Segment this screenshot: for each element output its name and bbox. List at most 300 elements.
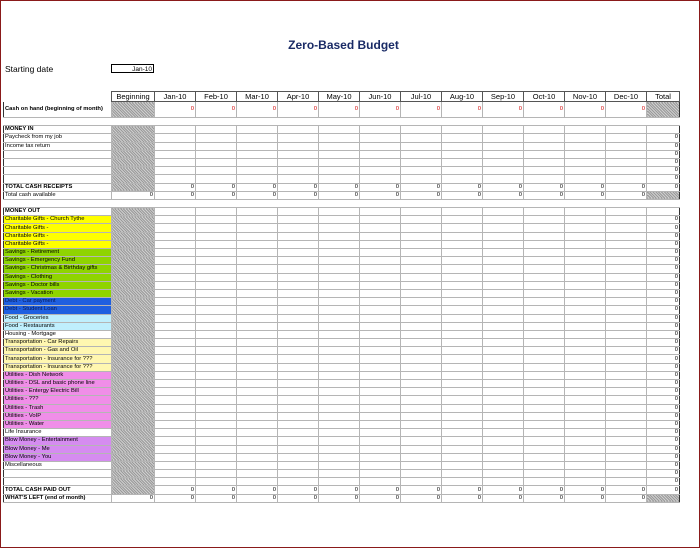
month-cell[interactable] [606,347,647,355]
month-cell[interactable] [237,265,278,273]
month-cell[interactable] [319,322,360,330]
month-cell[interactable] [483,208,524,216]
month-cell[interactable]: 0 [196,494,237,502]
row-label[interactable]: Savings - Clothing [4,273,112,281]
month-cell[interactable] [565,355,606,363]
month-cell[interactable] [565,118,606,126]
month-cell[interactable] [360,461,401,469]
month-cell[interactable] [155,281,196,289]
month-cell[interactable] [237,208,278,216]
month-cell[interactable] [196,437,237,445]
starting-date-field[interactable]: Jan-10 [111,64,154,73]
month-cell[interactable] [606,453,647,461]
month-cell[interactable]: 0 [196,486,237,494]
month-cell[interactable] [483,396,524,404]
beginning-cell[interactable] [112,429,155,437]
month-cell[interactable] [565,339,606,347]
row-label[interactable]: Cash on hand (beginning of month) [4,102,112,118]
month-cell[interactable] [155,118,196,126]
month-cell[interactable] [442,420,483,428]
month-cell[interactable] [196,314,237,322]
month-cell[interactable] [483,232,524,240]
month-cell[interactable] [360,478,401,486]
month-cell[interactable] [237,461,278,469]
month-cell[interactable]: 0 [155,494,196,502]
row-label[interactable]: Utilities - DSL and basic phone line [4,380,112,388]
month-cell[interactable] [319,150,360,158]
row-label[interactable]: Charitable Gifts - [4,224,112,232]
month-cell[interactable] [401,339,442,347]
month-cell[interactable] [483,265,524,273]
month-cell[interactable]: 0 [360,183,401,191]
total-cell[interactable]: 0 [647,347,680,355]
row-label[interactable]: Charitable Gifts - Church Tythe [4,216,112,224]
month-cell[interactable] [278,281,319,289]
month-cell[interactable] [237,347,278,355]
month-cell[interactable]: 0 [319,191,360,199]
total-cell[interactable]: 0 [647,478,680,486]
month-cell[interactable] [237,126,278,134]
month-cell[interactable] [442,461,483,469]
month-cell[interactable] [483,240,524,248]
month-cell[interactable]: 0 [278,183,319,191]
month-cell[interactable]: 0 [155,191,196,199]
month-cell[interactable] [360,281,401,289]
month-cell[interactable] [606,420,647,428]
month-cell[interactable] [278,363,319,371]
month-cell[interactable] [401,208,442,216]
month-cell[interactable]: 0 [237,486,278,494]
row-label[interactable]: Food - Groceries [4,314,112,322]
month-cell[interactable] [606,380,647,388]
month-cell[interactable] [278,330,319,338]
month-cell[interactable] [565,158,606,166]
month-cell[interactable] [442,289,483,297]
month-cell[interactable] [360,273,401,281]
month-cell[interactable] [155,150,196,158]
month-cell[interactable] [442,257,483,265]
month-cell[interactable] [442,249,483,257]
month-cell[interactable] [483,281,524,289]
month-cell[interactable] [360,257,401,265]
month-cell[interactable] [237,453,278,461]
total-cell[interactable]: 0 [647,339,680,347]
month-cell[interactable] [442,232,483,240]
row-label[interactable]: Savings - Emergency Fund [4,257,112,265]
month-cell[interactable] [401,478,442,486]
month-cell[interactable] [606,429,647,437]
total-cell[interactable]: 0 [647,298,680,306]
total-cell[interactable] [647,494,680,502]
month-cell[interactable] [360,363,401,371]
row-label[interactable]: Miscellaneous [4,461,112,469]
month-cell[interactable] [524,347,565,355]
month-cell[interactable] [524,289,565,297]
month-cell[interactable] [360,199,401,207]
column-header[interactable]: Apr-10 [278,92,319,102]
month-cell[interactable]: 0 [237,183,278,191]
month-cell[interactable] [360,298,401,306]
beginning-cell[interactable] [112,461,155,469]
month-cell[interactable] [196,232,237,240]
month-cell[interactable]: 0 [401,183,442,191]
month-cell[interactable] [565,265,606,273]
month-cell[interactable] [401,404,442,412]
month-cell[interactable] [278,339,319,347]
row-label[interactable]: Housing - Mortgage [4,330,112,338]
month-cell[interactable] [196,118,237,126]
month-cell[interactable] [524,306,565,314]
row-label[interactable]: Utilities - ??? [4,396,112,404]
total-cell[interactable]: 0 [647,306,680,314]
month-cell[interactable]: 0 [196,191,237,199]
month-cell[interactable] [155,330,196,338]
month-cell[interactable] [237,445,278,453]
month-cell[interactable] [319,330,360,338]
month-cell[interactable] [524,380,565,388]
month-cell[interactable] [196,150,237,158]
beginning-cell[interactable] [112,404,155,412]
month-cell[interactable] [401,355,442,363]
month-cell[interactable] [565,388,606,396]
month-cell[interactable] [606,208,647,216]
row-label[interactable]: Blow Money - Me [4,445,112,453]
month-cell[interactable] [278,167,319,175]
month-cell[interactable] [401,281,442,289]
month-cell[interactable] [606,281,647,289]
month-cell[interactable] [565,306,606,314]
month-cell[interactable] [237,355,278,363]
month-cell[interactable] [155,249,196,257]
month-cell[interactable] [524,420,565,428]
month-cell[interactable] [237,273,278,281]
month-cell[interactable] [442,158,483,166]
month-cell[interactable]: 0 [442,183,483,191]
month-cell[interactable] [442,404,483,412]
month-cell[interactable] [483,175,524,183]
month-cell[interactable] [524,265,565,273]
month-cell[interactable] [442,142,483,150]
month-cell[interactable] [442,298,483,306]
month-cell[interactable] [401,175,442,183]
row-label[interactable]: Utilities - VoIP [4,412,112,420]
month-cell[interactable] [606,322,647,330]
month-cell[interactable] [196,298,237,306]
month-cell[interactable] [155,445,196,453]
month-cell[interactable] [196,224,237,232]
month-cell[interactable] [360,150,401,158]
month-cell[interactable] [360,240,401,248]
month-cell[interactable] [442,478,483,486]
month-cell[interactable] [565,273,606,281]
month-cell[interactable]: 0 [565,191,606,199]
month-cell[interactable] [606,339,647,347]
month-cell[interactable] [401,273,442,281]
month-cell[interactable] [278,257,319,265]
month-cell[interactable] [360,420,401,428]
month-cell[interactable]: 0 [524,494,565,502]
month-cell[interactable] [401,134,442,142]
month-cell[interactable] [237,232,278,240]
month-cell[interactable] [319,298,360,306]
month-cell[interactable] [237,298,278,306]
row-label[interactable]: Blow Money - You [4,453,112,461]
row-label[interactable] [4,470,112,478]
month-cell[interactable] [360,404,401,412]
total-cell[interactable]: 0 [647,281,680,289]
month-cell[interactable] [196,371,237,379]
month-cell[interactable] [606,412,647,420]
month-cell[interactable] [565,298,606,306]
month-cell[interactable] [565,478,606,486]
total-cell[interactable]: 0 [647,396,680,404]
month-cell[interactable] [401,216,442,224]
month-cell[interactable] [606,175,647,183]
month-cell[interactable] [524,322,565,330]
month-cell[interactable] [606,167,647,175]
beginning-cell[interactable] [112,355,155,363]
month-cell[interactable] [401,412,442,420]
row-label[interactable] [4,158,112,166]
month-cell[interactable]: 0 [196,183,237,191]
total-cell[interactable]: 0 [647,322,680,330]
month-cell[interactable] [483,347,524,355]
month-cell[interactable] [278,306,319,314]
beginning-cell[interactable] [112,347,155,355]
month-cell[interactable] [155,461,196,469]
month-cell[interactable] [483,461,524,469]
month-cell[interactable] [237,175,278,183]
month-cell[interactable] [278,314,319,322]
beginning-cell[interactable] [112,486,155,494]
month-cell[interactable] [360,134,401,142]
month-cell[interactable] [524,175,565,183]
month-cell[interactable]: 0 [401,494,442,502]
month-cell[interactable] [278,118,319,126]
total-cell[interactable]: 0 [647,453,680,461]
month-cell[interactable] [319,388,360,396]
beginning-cell[interactable] [112,142,155,150]
month-cell[interactable] [155,420,196,428]
month-cell[interactable] [524,478,565,486]
month-cell[interactable] [483,453,524,461]
month-cell[interactable] [606,249,647,257]
month-cell[interactable] [237,199,278,207]
month-cell[interactable] [237,281,278,289]
month-cell[interactable] [237,380,278,388]
month-cell[interactable] [196,175,237,183]
month-cell[interactable] [524,232,565,240]
month-cell[interactable] [155,199,196,207]
row-label[interactable]: Savings - Retirement [4,249,112,257]
month-cell[interactable] [442,273,483,281]
month-cell[interactable] [278,134,319,142]
month-cell[interactable] [278,371,319,379]
month-cell[interactable] [524,388,565,396]
beginning-cell[interactable] [112,224,155,232]
month-cell[interactable] [483,388,524,396]
month-cell[interactable] [360,306,401,314]
month-cell[interactable] [565,429,606,437]
month-cell[interactable] [565,257,606,265]
month-cell[interactable] [319,412,360,420]
month-cell[interactable] [196,388,237,396]
month-cell[interactable] [237,339,278,347]
month-cell[interactable] [606,158,647,166]
month-cell[interactable] [155,216,196,224]
month-cell[interactable] [606,461,647,469]
month-cell[interactable] [319,134,360,142]
month-cell[interactable] [565,437,606,445]
total-cell[interactable]: 0 [647,232,680,240]
month-cell[interactable]: 0 [278,486,319,494]
month-cell[interactable] [155,404,196,412]
month-cell[interactable] [278,429,319,437]
month-cell[interactable] [606,118,647,126]
month-cell[interactable] [606,396,647,404]
month-cell[interactable] [401,265,442,273]
month-cell[interactable] [278,388,319,396]
column-header[interactable]: Total [647,92,680,102]
column-header[interactable]: Nov-10 [565,92,606,102]
month-cell[interactable] [442,380,483,388]
month-cell[interactable] [319,339,360,347]
month-cell[interactable] [565,445,606,453]
month-cell[interactable] [565,420,606,428]
month-cell[interactable] [606,126,647,134]
total-cell[interactable]: 0 [647,257,680,265]
month-cell[interactable] [401,322,442,330]
month-cell[interactable] [237,150,278,158]
month-cell[interactable] [442,437,483,445]
row-label[interactable]: Utilities - Dish Network [4,371,112,379]
month-cell[interactable] [237,429,278,437]
month-cell[interactable] [237,306,278,314]
month-cell[interactable]: 0 [442,494,483,502]
row-label[interactable]: Transportation - Car Repairs [4,339,112,347]
month-cell[interactable] [524,142,565,150]
total-cell[interactable] [647,102,680,118]
month-cell[interactable] [483,380,524,388]
month-cell[interactable] [442,445,483,453]
month-cell[interactable] [565,404,606,412]
beginning-cell[interactable] [112,437,155,445]
month-cell[interactable] [606,265,647,273]
month-cell[interactable] [278,355,319,363]
month-cell[interactable] [155,322,196,330]
column-header[interactable]: Jan-10 [155,92,196,102]
month-cell[interactable] [565,167,606,175]
month-cell[interactable] [524,339,565,347]
month-cell[interactable] [360,412,401,420]
beginning-cell[interactable] [112,257,155,265]
beginning-cell[interactable] [112,380,155,388]
month-cell[interactable] [360,224,401,232]
month-cell[interactable] [565,216,606,224]
month-cell[interactable] [524,437,565,445]
month-cell[interactable]: 0 [524,191,565,199]
month-cell[interactable] [606,306,647,314]
month-cell[interactable] [319,257,360,265]
month-cell[interactable] [278,208,319,216]
month-cell[interactable] [319,347,360,355]
month-cell[interactable] [360,396,401,404]
month-cell[interactable] [155,437,196,445]
month-cell[interactable]: 0 [319,494,360,502]
row-label[interactable]: Transportation - Gas and Oil [4,347,112,355]
month-cell[interactable]: 0 [606,191,647,199]
month-cell[interactable] [278,158,319,166]
month-cell[interactable] [319,175,360,183]
month-cell[interactable]: 0 [483,183,524,191]
month-cell[interactable] [401,363,442,371]
month-cell[interactable] [278,175,319,183]
month-cell[interactable] [442,281,483,289]
month-cell[interactable] [565,134,606,142]
month-cell[interactable] [360,208,401,216]
month-cell[interactable] [196,420,237,428]
total-cell[interactable]: 0 [647,371,680,379]
month-cell[interactable] [483,429,524,437]
month-cell[interactable] [237,158,278,166]
month-cell[interactable]: 0 [565,494,606,502]
month-cell[interactable] [278,404,319,412]
month-cell[interactable] [319,420,360,428]
month-cell[interactable] [442,314,483,322]
month-cell[interactable] [565,175,606,183]
month-cell[interactable] [606,478,647,486]
month-cell[interactable] [278,420,319,428]
month-cell[interactable] [360,453,401,461]
month-cell[interactable] [196,404,237,412]
month-cell[interactable] [360,314,401,322]
month-cell[interactable] [606,273,647,281]
month-cell[interactable] [442,199,483,207]
month-cell[interactable] [278,445,319,453]
month-cell[interactable] [524,330,565,338]
month-cell[interactable] [606,314,647,322]
month-cell[interactable]: 0 [606,494,647,502]
month-cell[interactable] [278,412,319,420]
month-cell[interactable] [319,314,360,322]
month-cell[interactable] [524,363,565,371]
month-cell[interactable] [155,240,196,248]
month-cell[interactable] [319,437,360,445]
month-cell[interactable] [483,298,524,306]
beginning-cell[interactable] [112,445,155,453]
row-label[interactable]: Income tax return [4,142,112,150]
row-label[interactable]: Blow Money - Entertainment [4,437,112,445]
month-cell[interactable] [483,150,524,158]
column-header[interactable]: Jul-10 [401,92,442,102]
month-cell[interactable] [442,265,483,273]
month-cell[interactable] [196,347,237,355]
month-cell[interactable] [237,396,278,404]
month-cell[interactable] [155,478,196,486]
row-label[interactable] [4,199,112,207]
month-cell[interactable] [524,298,565,306]
total-cell[interactable]: 0 [647,404,680,412]
month-cell[interactable] [565,380,606,388]
month-cell[interactable]: 0 [319,102,360,118]
beginning-cell[interactable] [112,126,155,134]
month-cell[interactable] [483,289,524,297]
month-cell[interactable] [155,363,196,371]
total-cell[interactable]: 0 [647,175,680,183]
month-cell[interactable]: 0 [401,102,442,118]
month-cell[interactable] [565,199,606,207]
row-label[interactable]: WHAT'S LEFT (end of month) [4,494,112,502]
